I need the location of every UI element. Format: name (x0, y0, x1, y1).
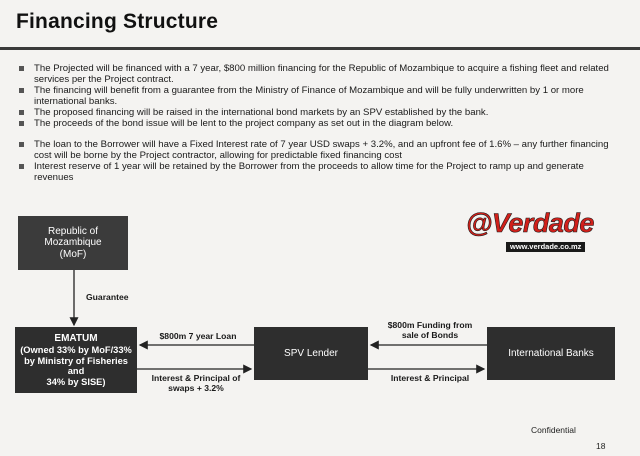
funding-label: $800m Funding from sale of Bonds (387, 320, 473, 340)
bullet-item: The financing will benefit from a guarantee from the Ministry of Finance of Mozambique and will be fully underwritten by 1 or more international banks. (18, 85, 618, 107)
bullet-item: Interest reserve of 1 year will be retained by the Borrower from the proceeds to allow time for the Project to ramp up and generate revenues (18, 161, 618, 183)
bullet-item: The proceeds of the bond issue will be lent to the project company as set out in the diagram below. (18, 118, 618, 129)
bullet-item: The proposed financing will be raised in the international bond markets by an SPV established by the bank. (18, 107, 618, 118)
spv-lender-box: SPV Lender (254, 327, 368, 380)
ematum-box: EMATUM (Owned 33% by MoF/33% by Ministry of Fisheries and 34% by SISE) (15, 327, 137, 393)
page-title: Financing Structure (16, 10, 219, 33)
logo-wordmark: @Verdade (466, 208, 594, 238)
international-banks-box: International Banks (487, 327, 615, 380)
bullet-item: The loan to the Borrower will have a Fixed Interest rate of 7 year USD swaps + 3.2%, and an upfront fee of 1.6% – any further financing cost will be borne by the Project contractor, allowing for predictable fixed financing cost (18, 139, 618, 161)
loan-label: $800m 7 year Loan (159, 331, 237, 341)
page-number: 18 (596, 441, 606, 451)
logo-url: www.verdade.co.mz (506, 242, 585, 252)
interest-principal-label: Interest & Principal (390, 373, 470, 383)
confidential-footer: Confidential (531, 425, 576, 435)
interest-swaps-label: Interest & Principal of swaps + 3.2% (151, 373, 241, 393)
guarantee-label: Guarantee (86, 292, 129, 302)
bullet-item: The Projected will be financed with a 7 year, $800 million financing for the Republic of Mozambique to acquire a fishing fleet and related services per the Project contract. (18, 63, 618, 85)
republic-of-mozambique-box: Republic of Mozambique (MoF) (18, 216, 128, 270)
